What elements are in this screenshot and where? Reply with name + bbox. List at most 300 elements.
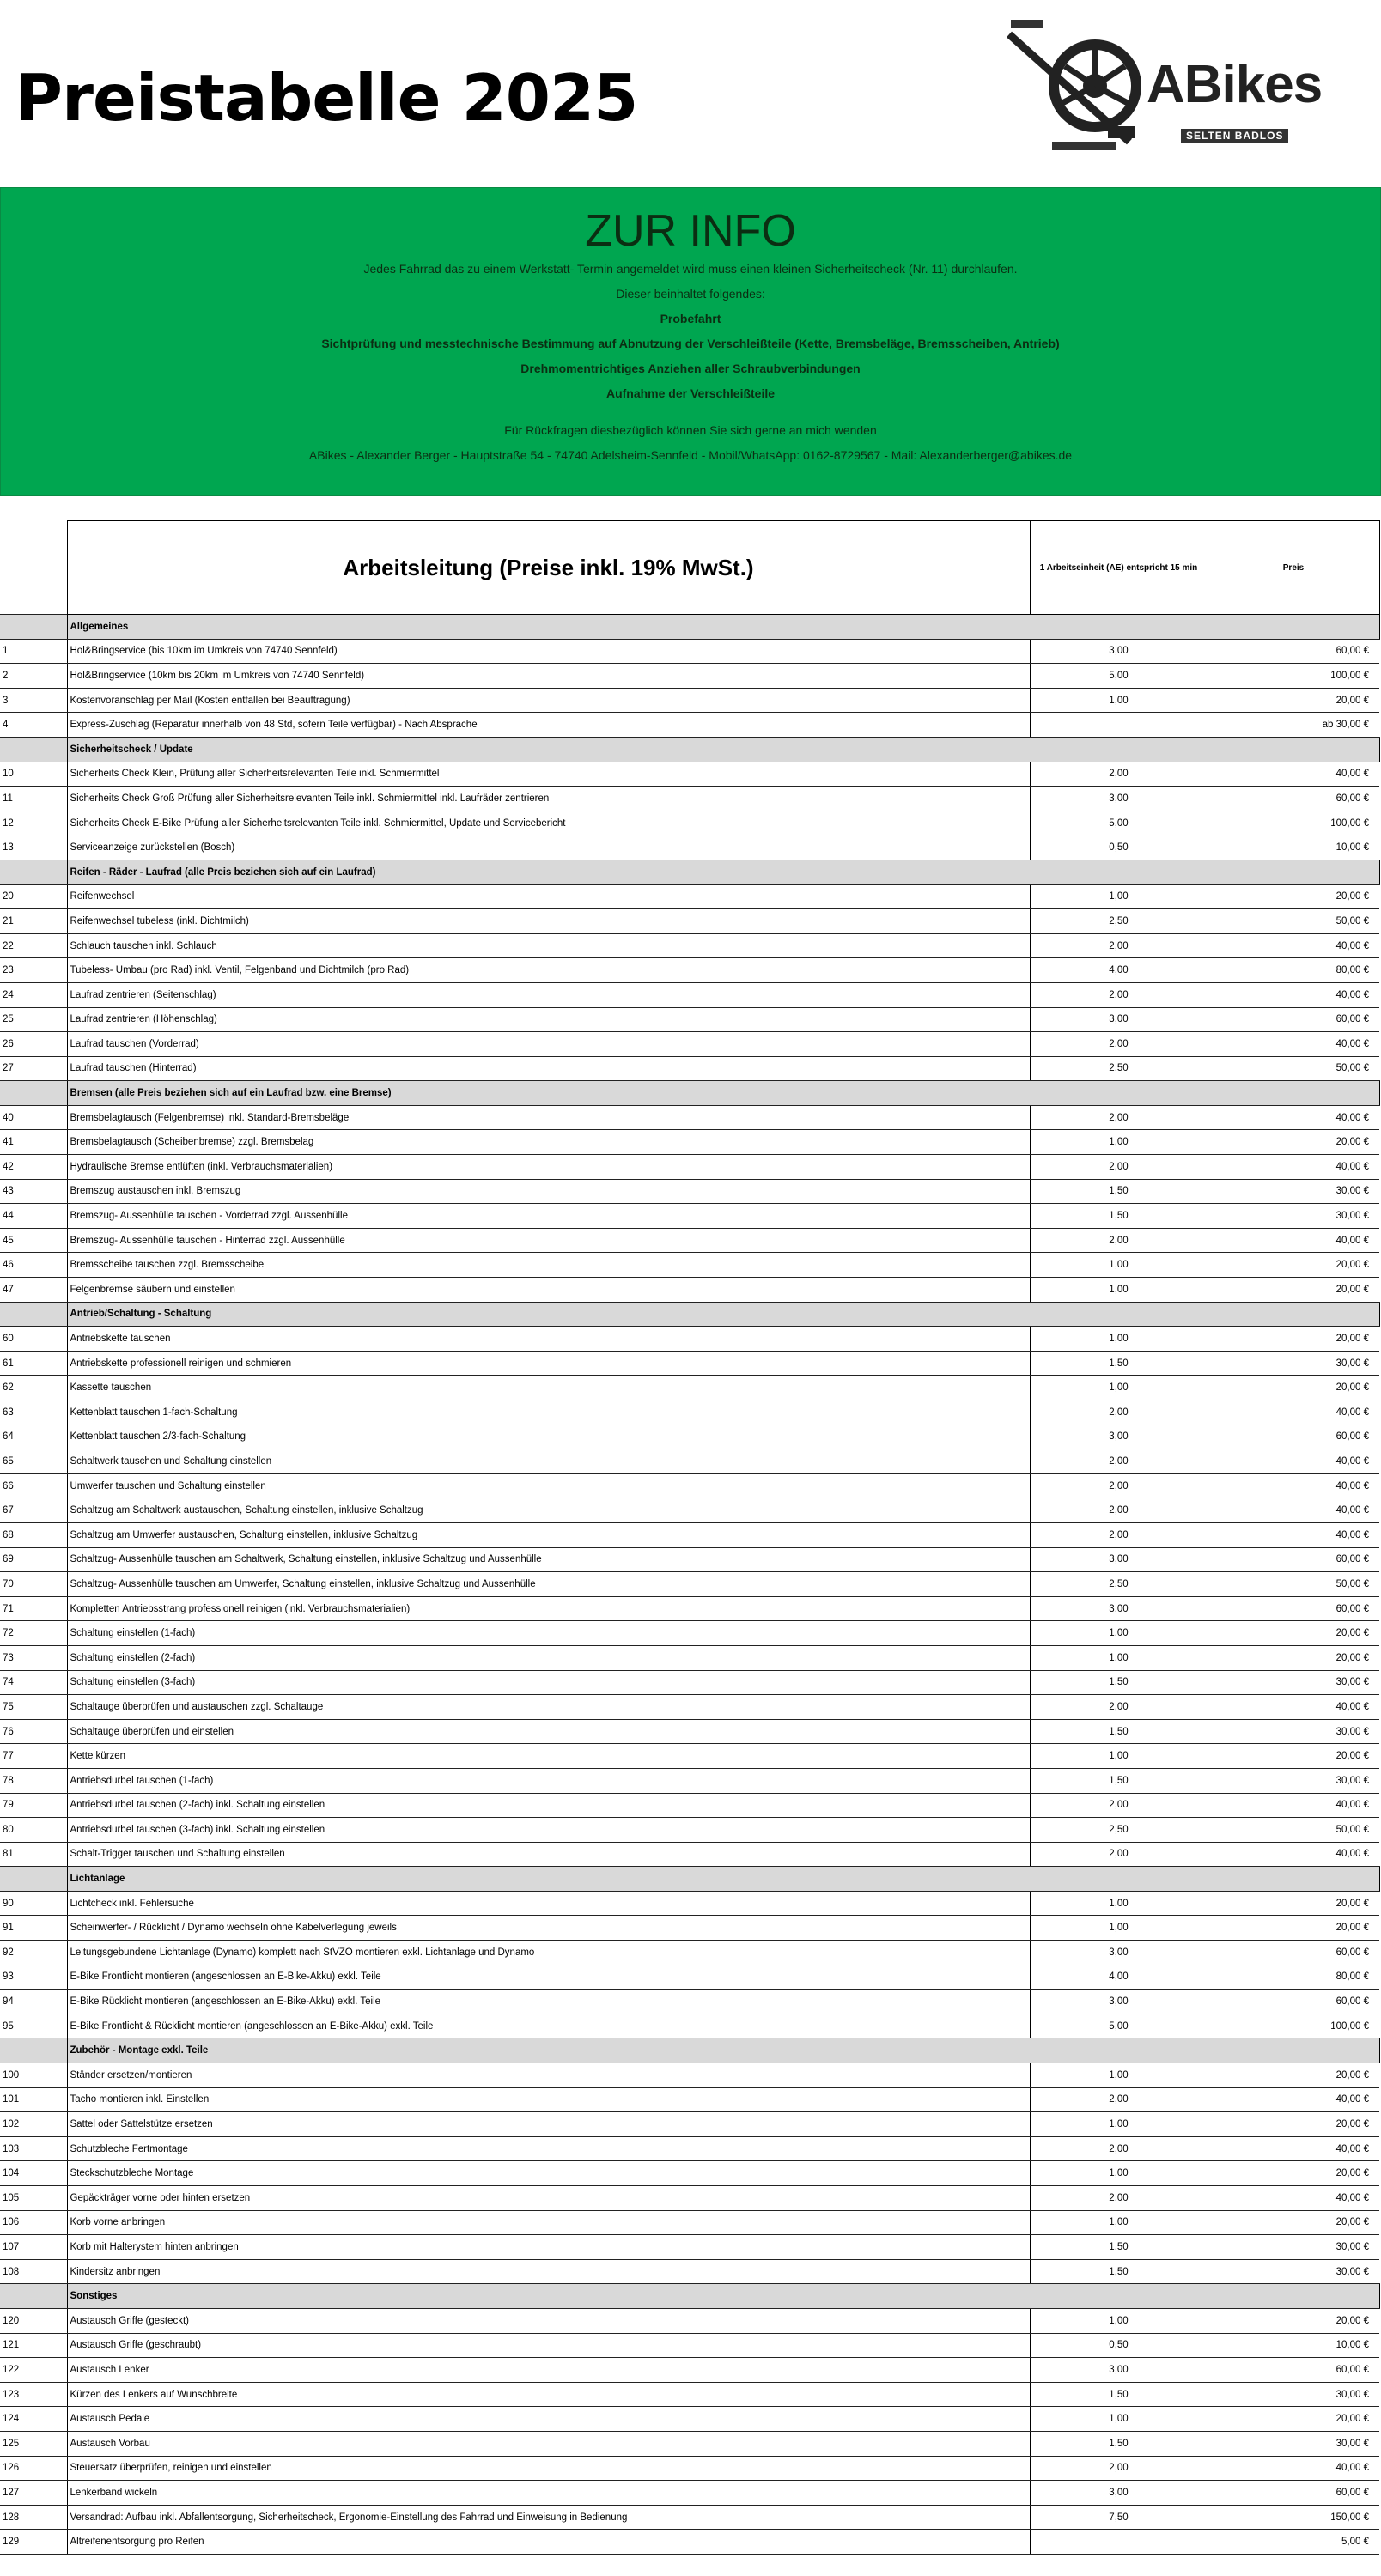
table-row <box>0 909 1379 934</box>
row-work-units: 2,00 <box>1030 982 1208 1007</box>
table-row <box>0 2481 1379 2506</box>
row-description: Lichtcheck inkl. Fehlersuche <box>67 1891 1030 1916</box>
row-price: 40,00 € <box>1208 1793 1379 1818</box>
table-row <box>0 1818 1379 1843</box>
row-description: Kettenblatt tauschen 2/3-fach-Schaltung <box>67 1425 1030 1449</box>
row-price: 30,00 € <box>1208 2235 1379 2260</box>
row-number: 79 <box>0 1793 67 1818</box>
row-work-units: 1,50 <box>1030 1204 1208 1229</box>
row-price: 20,00 € <box>1208 1278 1379 1303</box>
row-number: 12 <box>0 811 67 835</box>
table-row <box>0 2112 1379 2137</box>
row-description: Laufrad zentrieren (Höhenschlag) <box>67 1007 1030 1032</box>
info-contact: ABikes - Alexander Berger - Hauptstraße 54 - 74740 Adelsheim-Sennfeld - Mobil/WhatsApp: 0162-8729567 - Mail: Alexanderberger@abikes.de <box>308 448 1073 462</box>
row-number: 66 <box>0 1473 67 1498</box>
section-title: Bremsen (alle Preis beziehen sich auf ein Laufrad bzw. eine Bremse) <box>67 1081 1379 1106</box>
row-description: Scheinwerfer- / Rücklicht / Dynamo wechseln ohne Kabelverlegung jeweils <box>67 1916 1030 1941</box>
row-work-units: 1,00 <box>1030 1130 1208 1155</box>
row-work-units: 5,00 <box>1030 2014 1208 2038</box>
row-price: 20,00 € <box>1208 884 1379 909</box>
row-number: 92 <box>0 1941 67 1965</box>
row-work-units: 1,00 <box>1030 2161 1208 2186</box>
row-number: 76 <box>0 1719 67 1744</box>
row-number: 13 <box>0 835 67 860</box>
row-price: 30,00 € <box>1208 1204 1379 1229</box>
page-header <box>0 0 1381 185</box>
table-row <box>0 2308 1379 2333</box>
row-price: 60,00 € <box>1208 787 1379 811</box>
row-price: 50,00 € <box>1208 909 1379 934</box>
row-price: 40,00 € <box>1208 1105 1379 1130</box>
section-title: Antrieb/Schaltung - Schaltung <box>67 1302 1379 1327</box>
table-row <box>0 1547 1379 1572</box>
row-number: 80 <box>0 1818 67 1843</box>
row-work-units: 2,00 <box>1030 1228 1208 1253</box>
row-number: 27 <box>0 1056 67 1081</box>
section-row <box>0 737 1379 762</box>
table-row <box>0 2063 1379 2088</box>
row-price: 40,00 € <box>1208 1842 1379 1867</box>
row-work-units: 1,50 <box>1030 1670 1208 1695</box>
row-work-units: 1,50 <box>1030 1351 1208 1376</box>
row-work-units: 1,00 <box>1030 688 1208 713</box>
row-number: 25 <box>0 1007 67 1032</box>
row-description: Kürzen des Lenkers auf Wunschbreite <box>67 2382 1030 2407</box>
table-row <box>0 639 1379 664</box>
table-row <box>0 1744 1379 1769</box>
table-row <box>0 1105 1379 1130</box>
table-row <box>0 2456 1379 2481</box>
row-work-units: 2,00 <box>1030 2136 1208 2161</box>
logo-brand-text: ABikes <box>1147 55 1323 114</box>
row-number: 42 <box>0 1155 67 1180</box>
row-price: 40,00 € <box>1208 982 1379 1007</box>
table-row <box>0 1621 1379 1646</box>
section-title: Lichtanlage <box>67 1867 1379 1892</box>
row-work-units: 4,00 <box>1030 958 1208 983</box>
row-work-units: 4,00 <box>1030 1965 1208 1990</box>
table-row <box>0 884 1379 909</box>
row-number: 69 <box>0 1547 67 1572</box>
row-work-units: 1,50 <box>1030 1179 1208 1204</box>
row-number: 120 <box>0 2308 67 2333</box>
table-row <box>0 1351 1379 1376</box>
row-work-units: 2,00 <box>1030 1473 1208 1498</box>
row-work-units: 3,00 <box>1030 2358 1208 2383</box>
section-row <box>0 615 1379 640</box>
table-row <box>0 2431 1379 2456</box>
table-row <box>0 1891 1379 1916</box>
row-number: 21 <box>0 909 67 934</box>
table-row <box>0 2210 1379 2235</box>
row-number: 60 <box>0 1327 67 1352</box>
row-description: Serviceanzeige zurückstellen (Bosch) <box>67 835 1030 860</box>
row-description: Kostenvoranschlag per Mail (Kosten entfallen bei Beauftragung) <box>67 688 1030 713</box>
row-description: E-Bike Frontlicht montieren (angeschlossen an E-Bike-Akku) exkl. Teile <box>67 1965 1030 1990</box>
row-description: Steckschutzbleche Montage <box>67 2161 1030 2186</box>
row-number: 41 <box>0 1130 67 1155</box>
section-title: Reifen - Räder - Laufrad (alle Preis beziehen sich auf ein Laufrad) <box>67 860 1379 884</box>
row-number: 73 <box>0 1645 67 1670</box>
table-row <box>0 2014 1379 2038</box>
table-row <box>0 2161 1379 2186</box>
row-price: 60,00 € <box>1208 1596 1379 1621</box>
info-box <box>0 187 1381 496</box>
row-number: 123 <box>0 2382 67 2407</box>
row-number: 107 <box>0 2235 67 2260</box>
info-line-6: Aufnahme der Verschleißteile <box>605 386 776 400</box>
row-number: 72 <box>0 1621 67 1646</box>
row-number: 47 <box>0 1278 67 1303</box>
info-line-2: Dieser beinhaltet folgendes: <box>616 287 765 301</box>
row-work-units: 2,00 <box>1030 2087 1208 2112</box>
row-number: 91 <box>0 1916 67 1941</box>
row-price: 10,00 € <box>1208 2333 1379 2358</box>
row-work-units: 2,50 <box>1030 1056 1208 1081</box>
row-number: 128 <box>0 2505 67 2530</box>
row-number: 4 <box>0 713 67 738</box>
table-row <box>0 2382 1379 2407</box>
row-work-units <box>1030 713 1208 738</box>
row-price: 100,00 € <box>1208 2014 1379 2038</box>
row-price: 60,00 € <box>1208 1990 1379 2014</box>
row-number: 102 <box>0 2112 67 2137</box>
row-work-units: 1,00 <box>1030 2063 1208 2088</box>
table-body <box>0 615 1379 2555</box>
row-price: 40,00 € <box>1208 1400 1379 1425</box>
row-price: 20,00 € <box>1208 1744 1379 1769</box>
row-work-units: 2,00 <box>1030 2186 1208 2211</box>
row-number: 90 <box>0 1891 67 1916</box>
row-description: Steuersatz überprüfen, reinigen und einstellen <box>67 2456 1030 2481</box>
row-work-units: 1,50 <box>1030 1719 1208 1744</box>
row-work-units: 2,00 <box>1030 1105 1208 1130</box>
row-work-units: 1,00 <box>1030 1253 1208 1278</box>
row-work-units: 2,00 <box>1030 933 1208 958</box>
row-price: 60,00 € <box>1208 1007 1379 1032</box>
row-price: 20,00 € <box>1208 1327 1379 1352</box>
row-work-units: 1,00 <box>1030 2112 1208 2137</box>
row-description: Tubeless- Umbau (pro Rad) inkl. Ventil, Felgenband und Dichtmilch (pro Rad) <box>67 958 1030 983</box>
table-row <box>0 1596 1379 1621</box>
row-description: Sicherheits Check E-Bike Prüfung aller Sicherheitsrelevanten Teile inkl. Schmiermittel, Update und Servicebericht <box>67 811 1030 835</box>
row-price: 20,00 € <box>1208 688 1379 713</box>
row-description: E-Bike Rücklicht montieren (angeschlossen an E-Bike-Akku) exkl. Teile <box>67 1990 1030 2014</box>
row-work-units: 3,00 <box>1030 1596 1208 1621</box>
row-description: Schalt-Trigger tauschen und Schaltung einstellen <box>67 1842 1030 1867</box>
section-nr-cell <box>0 1867 67 1892</box>
section-title: Allgemeines <box>67 615 1379 640</box>
table-row <box>0 2235 1379 2260</box>
row-description: Ständer ersetzen/montieren <box>67 2063 1030 2088</box>
price-table <box>0 520 1380 2555</box>
row-price: 40,00 € <box>1208 1032 1379 1057</box>
row-price: 60,00 € <box>1208 1941 1379 1965</box>
table-row <box>0 835 1379 860</box>
row-price: 30,00 € <box>1208 1768 1379 1793</box>
row-description: Altreifenentsorgung pro Reifen <box>67 2530 1030 2555</box>
row-price: 10,00 € <box>1208 835 1379 860</box>
row-description: Austausch Lenker <box>67 2358 1030 2383</box>
table-row <box>0 762 1379 787</box>
row-work-units: 1,00 <box>1030 2407 1208 2432</box>
row-number: 2 <box>0 664 67 689</box>
table-row <box>0 2407 1379 2432</box>
row-number: 45 <box>0 1228 67 1253</box>
table-row <box>0 2358 1379 2383</box>
table-row <box>0 1916 1379 1941</box>
row-price: 40,00 € <box>1208 2456 1379 2481</box>
row-price: 60,00 € <box>1208 1547 1379 1572</box>
row-work-units: 2,00 <box>1030 1449 1208 1474</box>
section-row <box>0 860 1379 884</box>
row-description: Schaltzug- Aussenhülle tauschen am Umwerfer, Schaltung einstellen, inklusive Schaltzug und Aussenhülle <box>67 1572 1030 1597</box>
row-price: 20,00 € <box>1208 2407 1379 2432</box>
row-number: 74 <box>0 1670 67 1695</box>
row-description: Sattel oder Sattelstütze ersetzen <box>67 2112 1030 2137</box>
row-price: 40,00 € <box>1208 1695 1379 1720</box>
row-price: 20,00 € <box>1208 2063 1379 2088</box>
row-price: 40,00 € <box>1208 933 1379 958</box>
table-row <box>0 1842 1379 1867</box>
row-number: 67 <box>0 1498 67 1523</box>
row-number: 77 <box>0 1744 67 1769</box>
row-price: 30,00 € <box>1208 2259 1379 2284</box>
table-row <box>0 982 1379 1007</box>
row-price: 20,00 € <box>1208 2210 1379 2235</box>
row-number: 105 <box>0 2186 67 2211</box>
section-nr-cell <box>0 2284 67 2309</box>
section-row <box>0 1302 1379 1327</box>
row-number: 22 <box>0 933 67 958</box>
row-work-units: 3,00 <box>1030 1941 1208 1965</box>
row-price: 60,00 € <box>1208 1425 1379 1449</box>
row-description: Schaltwerk tauschen und Schaltung einstellen <box>67 1449 1030 1474</box>
table-row <box>0 787 1379 811</box>
table-row <box>0 1400 1379 1425</box>
row-description: Lenkerband wickeln <box>67 2481 1030 2506</box>
row-description: Kindersitz anbringen <box>67 2259 1030 2284</box>
table-row <box>0 1130 1379 1155</box>
table-row <box>0 811 1379 835</box>
row-work-units: 1,50 <box>1030 1768 1208 1793</box>
row-work-units <box>1030 2530 1208 2555</box>
row-price: 50,00 € <box>1208 1056 1379 1081</box>
row-description: Antriebskette professionell reinigen und schmieren <box>67 1351 1030 1376</box>
row-price: 30,00 € <box>1208 1719 1379 1744</box>
row-number: 122 <box>0 2358 67 2383</box>
table-row <box>0 2259 1379 2284</box>
table-row <box>0 2530 1379 2555</box>
row-price: 40,00 € <box>1208 1498 1379 1523</box>
row-number: 64 <box>0 1425 67 1449</box>
row-description: Hol&Bringservice (10km bis 20km im Umkreis von 74740 Sennfeld) <box>67 664 1030 689</box>
row-description: Reifenwechsel tubeless (inkl. Dichtmilch) <box>67 909 1030 934</box>
row-description: Antriebsdurbel tauschen (2-fach) inkl. Schaltung einstellen <box>67 1793 1030 1818</box>
row-number: 24 <box>0 982 67 1007</box>
row-work-units: 1,00 <box>1030 2308 1208 2333</box>
abikes-logo <box>1001 13 1370 163</box>
row-work-units: 1,00 <box>1030 1376 1208 1400</box>
row-work-units: 2,00 <box>1030 1793 1208 1818</box>
row-number: 100 <box>0 2063 67 2088</box>
row-price: 60,00 € <box>1208 639 1379 664</box>
row-description: Austausch Griffe (geschraubt) <box>67 2333 1030 2358</box>
row-work-units: 1,00 <box>1030 2210 1208 2235</box>
row-number: 68 <box>0 1522 67 1547</box>
header-nr-cell <box>0 521 67 615</box>
row-number: 11 <box>0 787 67 811</box>
row-work-units: 2,00 <box>1030 1155 1208 1180</box>
row-description: Korb mit Halterystem hinten anbringen <box>67 2235 1030 2260</box>
table-row <box>0 1498 1379 1523</box>
row-description: Schlauch tauschen inkl. Schlauch <box>67 933 1030 958</box>
section-nr-cell <box>0 2038 67 2063</box>
row-description: Schaltzug am Schaltwerk austauschen, Schaltung einstellen, inklusive Schaltzug <box>67 1498 1030 1523</box>
table-row <box>0 2505 1379 2530</box>
row-description: Gepäckträger vorne oder hinten ersetzen <box>67 2186 1030 2211</box>
row-price: 20,00 € <box>1208 1376 1379 1400</box>
table-row <box>0 2087 1379 2112</box>
row-number: 1 <box>0 639 67 664</box>
table-row <box>0 1793 1379 1818</box>
row-work-units: 1,00 <box>1030 1645 1208 1670</box>
row-description: Kette kürzen <box>67 1744 1030 1769</box>
row-description: Schaltzug am Umwerfer austauschen, Schaltung einstellen, inklusive Schaltzug <box>67 1522 1030 1547</box>
row-number: 44 <box>0 1204 67 1229</box>
row-description: Umwerfer tauschen und Schaltung einstellen <box>67 1473 1030 1498</box>
table-row <box>0 664 1379 689</box>
row-number: 43 <box>0 1179 67 1204</box>
row-description: Bremszug- Aussenhülle tauschen - Vorderrad zzgl. Aussenhülle <box>67 1204 1030 1229</box>
row-work-units: 3,00 <box>1030 1425 1208 1449</box>
table-row <box>0 1007 1379 1032</box>
row-description: Schaltauge überprüfen und einstellen <box>67 1719 1030 1744</box>
section-nr-cell <box>0 737 67 762</box>
section-title: Zubehör - Montage exkl. Teile <box>67 2038 1379 2063</box>
row-number: 103 <box>0 2136 67 2161</box>
header-work: Arbeitsleitung (Preise inkl. 19% MwSt.) <box>67 521 1030 615</box>
row-work-units: 2,00 <box>1030 1522 1208 1547</box>
row-work-units: 5,00 <box>1030 811 1208 835</box>
table-row <box>0 1253 1379 1278</box>
info-line-3: Probefahrt <box>660 312 721 325</box>
info-line-4: Sichtprüfung und messtechnische Bestimmung auf Abnutzung der Verschleißteile (Kette, Bremsbeläge, Bremsscheiben, Antrieb) <box>321 337 1060 350</box>
row-description: Hol&Bringservice (bis 10km im Umkreis von 74740 Sennfeld) <box>67 639 1030 664</box>
row-description: Reifenwechsel <box>67 884 1030 909</box>
table-row <box>0 1032 1379 1057</box>
table-row <box>0 1522 1379 1547</box>
row-number: 127 <box>0 2481 67 2506</box>
section-nr-cell <box>0 860 67 884</box>
row-number: 70 <box>0 1572 67 1597</box>
row-work-units: 1,50 <box>1030 2259 1208 2284</box>
row-work-units: 1,50 <box>1030 2235 1208 2260</box>
row-description: Schaltung einstellen (2-fach) <box>67 1645 1030 1670</box>
table-row <box>0 1990 1379 2014</box>
row-description: Antriebsdurbel tauschen (3-fach) inkl. Schaltung einstellen <box>67 1818 1030 1843</box>
table-row <box>0 2186 1379 2211</box>
page-title: Preistabelle 2025 <box>15 60 638 136</box>
row-work-units: 2,00 <box>1030 1842 1208 1867</box>
row-price: 30,00 € <box>1208 1179 1379 1204</box>
table-row <box>0 2333 1379 2358</box>
table-row <box>0 1941 1379 1965</box>
row-work-units: 3,00 <box>1030 1007 1208 1032</box>
row-number: 101 <box>0 2087 67 2112</box>
table-row <box>0 2136 1379 2161</box>
table-row <box>0 1204 1379 1229</box>
row-price: 30,00 € <box>1208 1670 1379 1695</box>
row-number: 10 <box>0 762 67 787</box>
row-work-units: 2,00 <box>1030 1695 1208 1720</box>
row-description: Kassette tauschen <box>67 1376 1030 1400</box>
row-description: Laufrad tauschen (Vorderrad) <box>67 1032 1030 1057</box>
row-price: 40,00 € <box>1208 1522 1379 1547</box>
row-description: Laufrad zentrieren (Seitenschlag) <box>67 982 1030 1007</box>
row-description: Schaltung einstellen (3-fach) <box>67 1670 1030 1695</box>
row-number: 62 <box>0 1376 67 1400</box>
row-description: Kompletten Antriebsstrang professionell reinigen (inkl. Verbrauchsmaterialien) <box>67 1596 1030 1621</box>
row-number: 20 <box>0 884 67 909</box>
table-row <box>0 1327 1379 1352</box>
row-work-units: 1,00 <box>1030 1744 1208 1769</box>
row-price: 60,00 € <box>1208 2481 1379 2506</box>
table-row <box>0 1695 1379 1720</box>
row-number: 3 <box>0 688 67 713</box>
row-price: 30,00 € <box>1208 2382 1379 2407</box>
bike-gear-icon <box>1001 13 1155 163</box>
section-title: Sicherheitscheck / Update <box>67 737 1379 762</box>
row-price: 40,00 € <box>1208 1228 1379 1253</box>
row-work-units: 5,00 <box>1030 664 1208 689</box>
row-price: 40,00 € <box>1208 1449 1379 1474</box>
row-price: 40,00 € <box>1208 2136 1379 2161</box>
table-row <box>0 1768 1379 1793</box>
row-work-units: 3,00 <box>1030 639 1208 664</box>
row-work-units: 1,00 <box>1030 1327 1208 1352</box>
section-title: Sonstiges <box>67 2284 1379 2309</box>
row-number: 121 <box>0 2333 67 2358</box>
row-work-units: 0,50 <box>1030 835 1208 860</box>
row-work-units: 2,50 <box>1030 1572 1208 1597</box>
row-price: 20,00 € <box>1208 2161 1379 2186</box>
row-description: Austausch Pedale <box>67 2407 1030 2432</box>
row-price: 20,00 € <box>1208 1253 1379 1278</box>
row-number: 108 <box>0 2259 67 2284</box>
row-work-units: 3,00 <box>1030 1990 1208 2014</box>
row-description: Schaltauge überprüfen und austauschen zzgl. Schaltauge <box>67 1695 1030 1720</box>
row-description: Hydraulische Bremse entlüften (inkl. Verbrauchsmaterialien) <box>67 1155 1030 1180</box>
row-price: 150,00 € <box>1208 2505 1379 2530</box>
row-price: 20,00 € <box>1208 1621 1379 1646</box>
row-description: Sicherheits Check Klein, Prüfung aller Sicherheitsrelevanten Teile inkl. Schmiermittel <box>67 762 1030 787</box>
table-row <box>0 688 1379 713</box>
row-number: 126 <box>0 2456 67 2481</box>
row-price: 80,00 € <box>1208 1965 1379 1990</box>
row-work-units: 1,00 <box>1030 1916 1208 1941</box>
table-row <box>0 1670 1379 1695</box>
row-description: Austausch Griffe (gesteckt) <box>67 2308 1030 2333</box>
row-description: Bremszug- Aussenhülle tauschen - Hinterrad zzgl. Aussenhülle <box>67 1228 1030 1253</box>
table-row <box>0 1473 1379 1498</box>
row-number: 46 <box>0 1253 67 1278</box>
row-price: 60,00 € <box>1208 2358 1379 2383</box>
row-price: 30,00 € <box>1208 2431 1379 2456</box>
row-price: 40,00 € <box>1208 1155 1379 1180</box>
row-number: 61 <box>0 1351 67 1376</box>
row-work-units: 1,00 <box>1030 884 1208 909</box>
